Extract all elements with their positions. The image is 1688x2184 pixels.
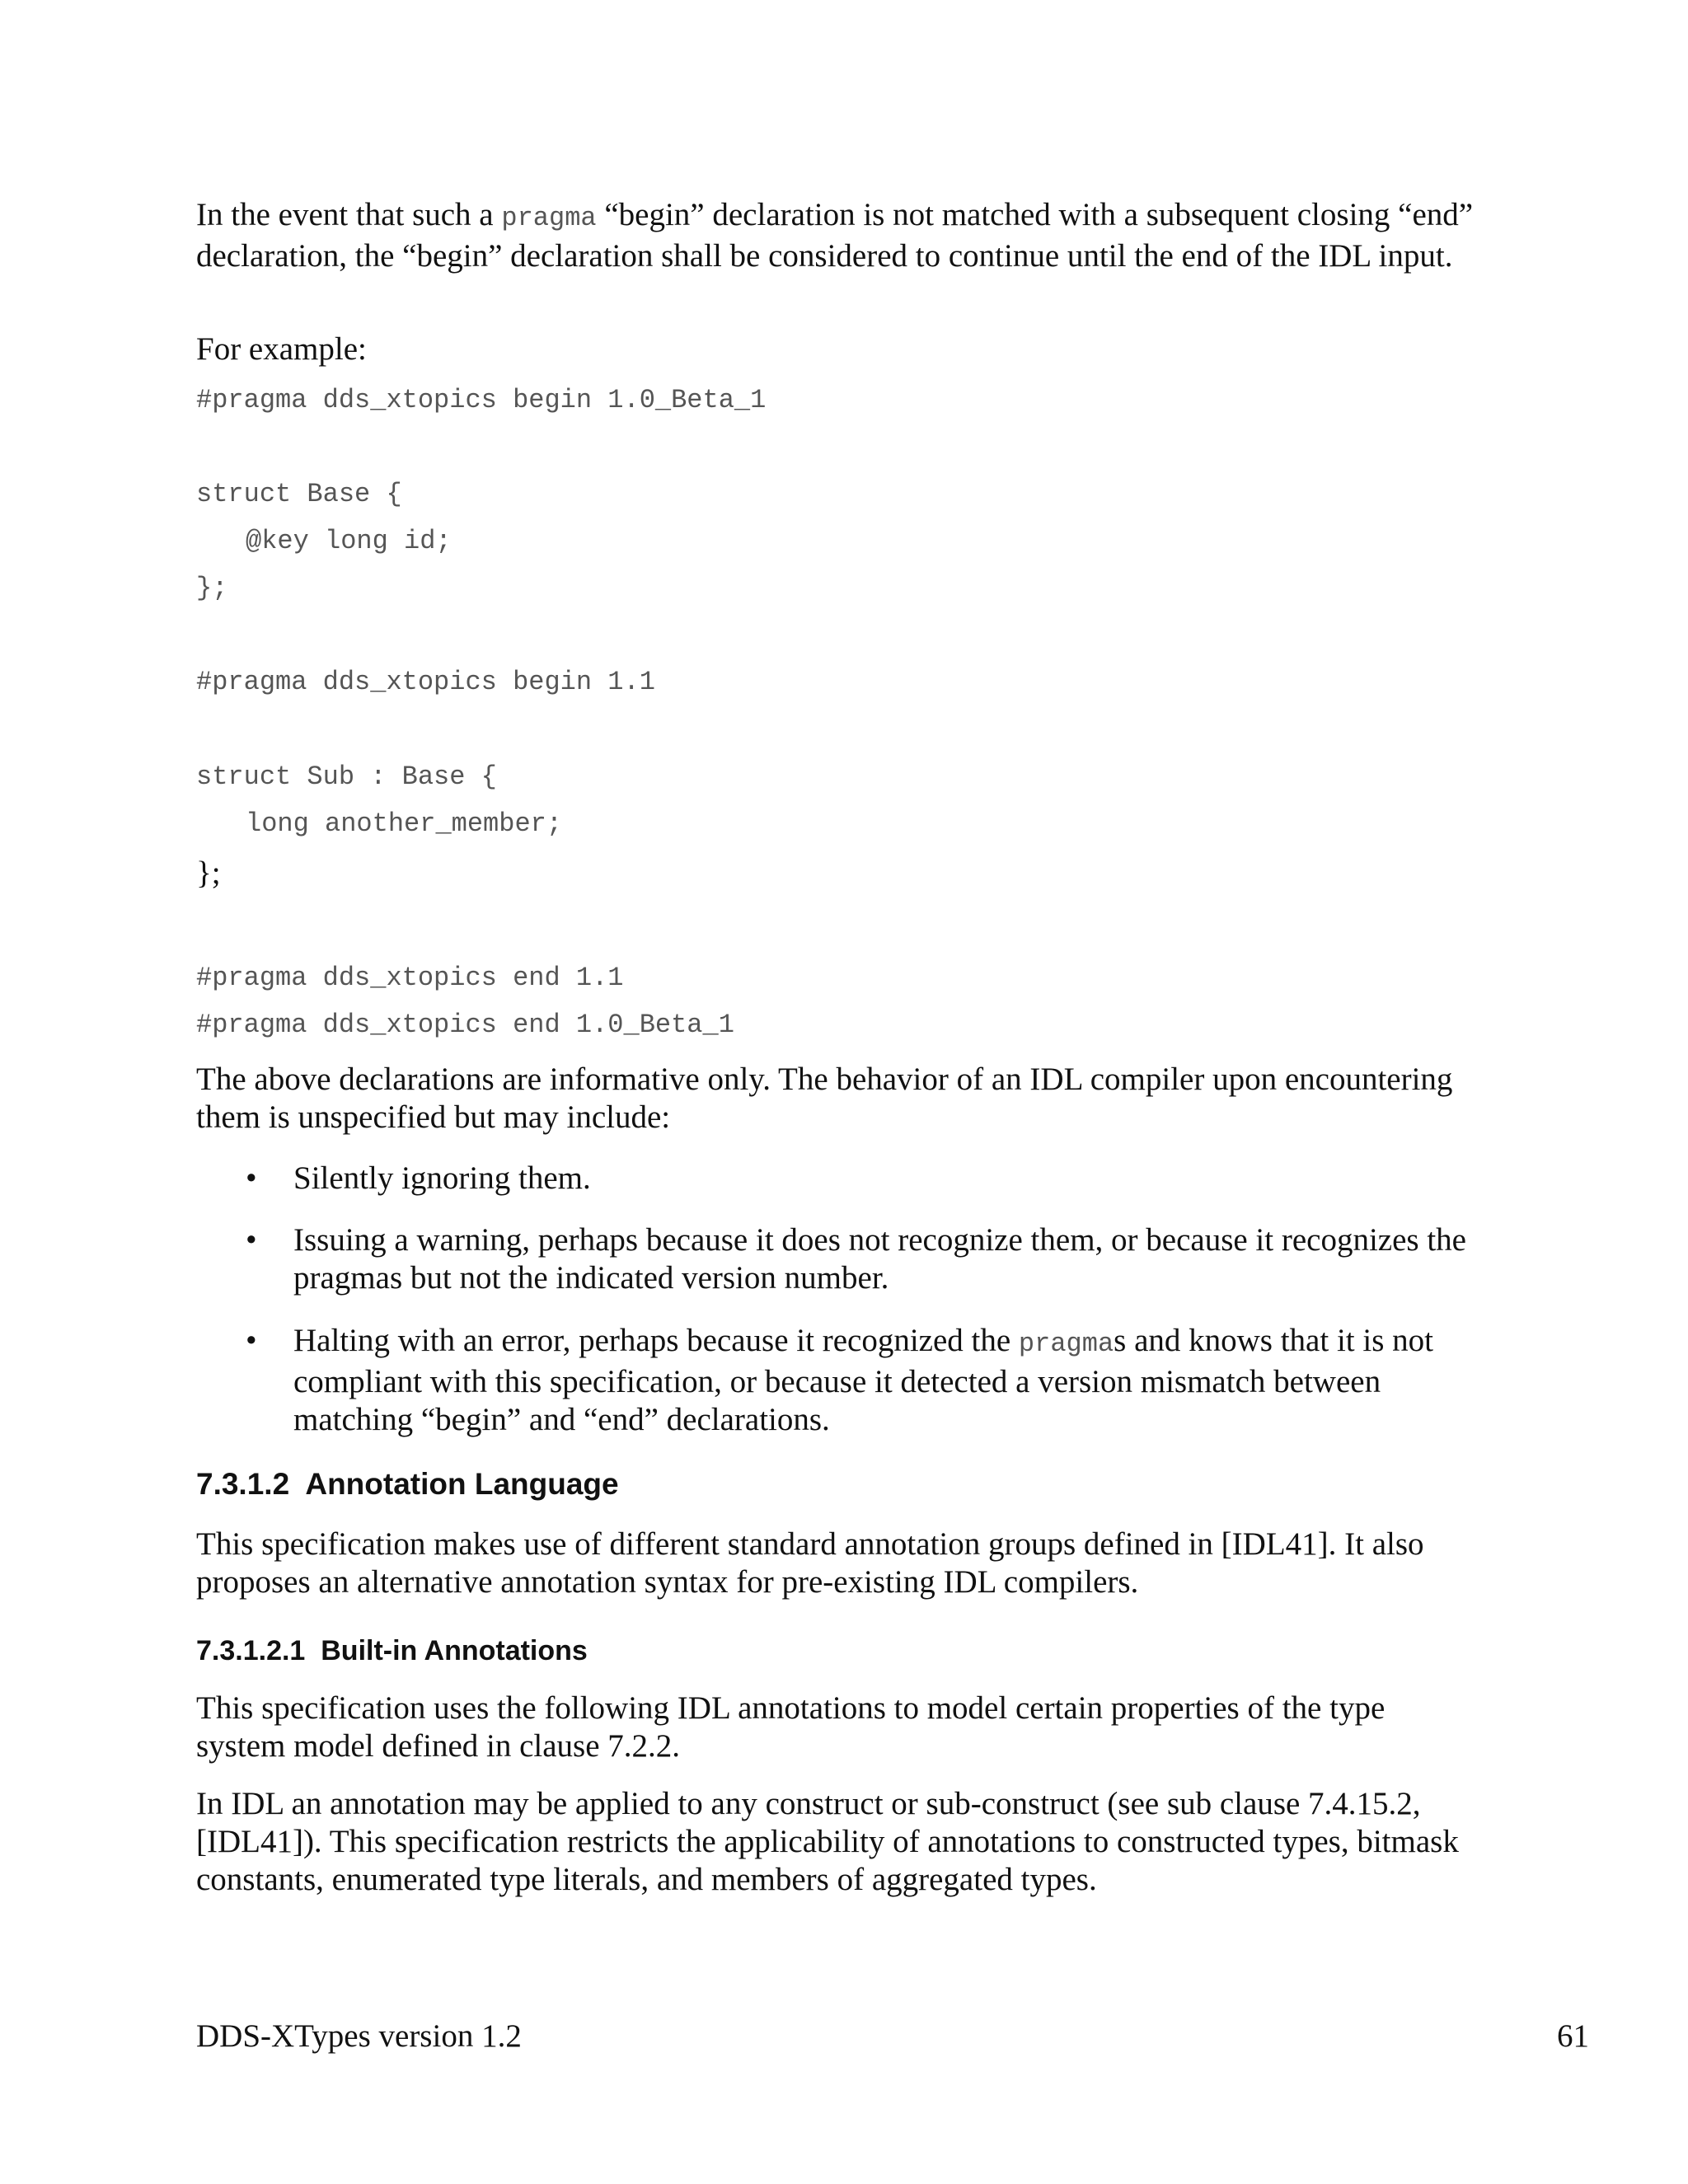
code-line-4: };: [196, 573, 228, 603]
bullet-3-text-2: s and knows that it is not compliant with this specification, or because it detected a version mismatch between matching “begin” and “end” declarations.: [293, 1323, 1433, 1437]
section-heading-7-3-1-2: [196, 1466, 619, 1502]
builtin-annotations-paragraph-2: In IDL an annotation may be applied to any construct or sub-construct (see sub clause 7.4.15.2, [IDL41]). This specification restricts the applicability of annotations to constructed types, bitmask constants, enumerated type literals, and members of aggregated types.: [196, 1786, 1459, 1897]
bullet-dot: •: [246, 1222, 257, 1258]
annotation-language-paragraph: This specification makes use of different standard annotation groups defined in [IDL41]. It also proposes an alternative annotation syntax for pre-existing IDL compilers.: [196, 1526, 1424, 1600]
code-line-7: long another_member;: [246, 808, 563, 839]
code-line-10: #pragma dds_xtopics end 1.0_Beta_1: [196, 1010, 734, 1040]
bullet-3-text-1: Halting with an error, perhaps because it recognized the: [293, 1323, 1019, 1358]
bullet-dot: •: [246, 1160, 257, 1196]
code-line-6: struct Sub : Base {: [196, 762, 497, 792]
bullet-dot: •: [246, 1323, 257, 1358]
code-line-5: #pragma dds_xtopics begin 1.1: [196, 667, 655, 697]
section-number: 7.3.1.2: [196, 1467, 290, 1501]
section-heading-7-3-1-2-1: [196, 1634, 588, 1667]
pragma-inline-code: pragma: [501, 203, 597, 233]
section-title: Annotation Language: [305, 1467, 619, 1501]
subsection-number: 7.3.1.2.1: [196, 1635, 306, 1666]
intro-text-1: In the event that such a: [196, 197, 502, 232]
pragma-inline-code: pragma: [1018, 1329, 1114, 1359]
code-line-3: @key long id;: [246, 526, 452, 556]
code-line-2: struct Base {: [196, 479, 402, 509]
for-example-label: For example:: [196, 331, 367, 367]
informative-paragraph: The above declarations are informative only. The behavior of an IDL compiler upon encountering them is unspecified but may include:: [196, 1062, 1453, 1135]
intro-text-2: “begin” declaration is not matched with a subsequent closing “end” declaration, the “begin” declaration shall be considered to continue until the end of the IDL input.: [196, 197, 1474, 274]
bullet-text-2: Issuing a warning, perhaps because it does not recognize them, or because it recognizes the pragmas but not the indicated version number.: [293, 1222, 1466, 1296]
footer-page-number: 61: [1557, 2018, 1589, 2054]
subsection-title: Built-in Annotations: [321, 1635, 588, 1666]
footer-document-title: DDS-XTypes version 1.2: [196, 2018, 522, 2054]
intro-paragraph: [196, 196, 1482, 275]
builtin-annotations-paragraph-1: This specification uses the following IDL annotations to model certain properties of the type system model defined in clause 7.2.2.: [196, 1690, 1386, 1764]
bullet-text-3: [293, 1322, 1472, 1439]
code-line-1: #pragma dds_xtopics begin 1.0_Beta_1: [196, 385, 767, 415]
bullet-text-1: Silently ignoring them.: [293, 1160, 591, 1196]
code-line-9: #pragma dds_xtopics end 1.1: [196, 963, 624, 993]
code-line-8: };: [196, 855, 221, 891]
